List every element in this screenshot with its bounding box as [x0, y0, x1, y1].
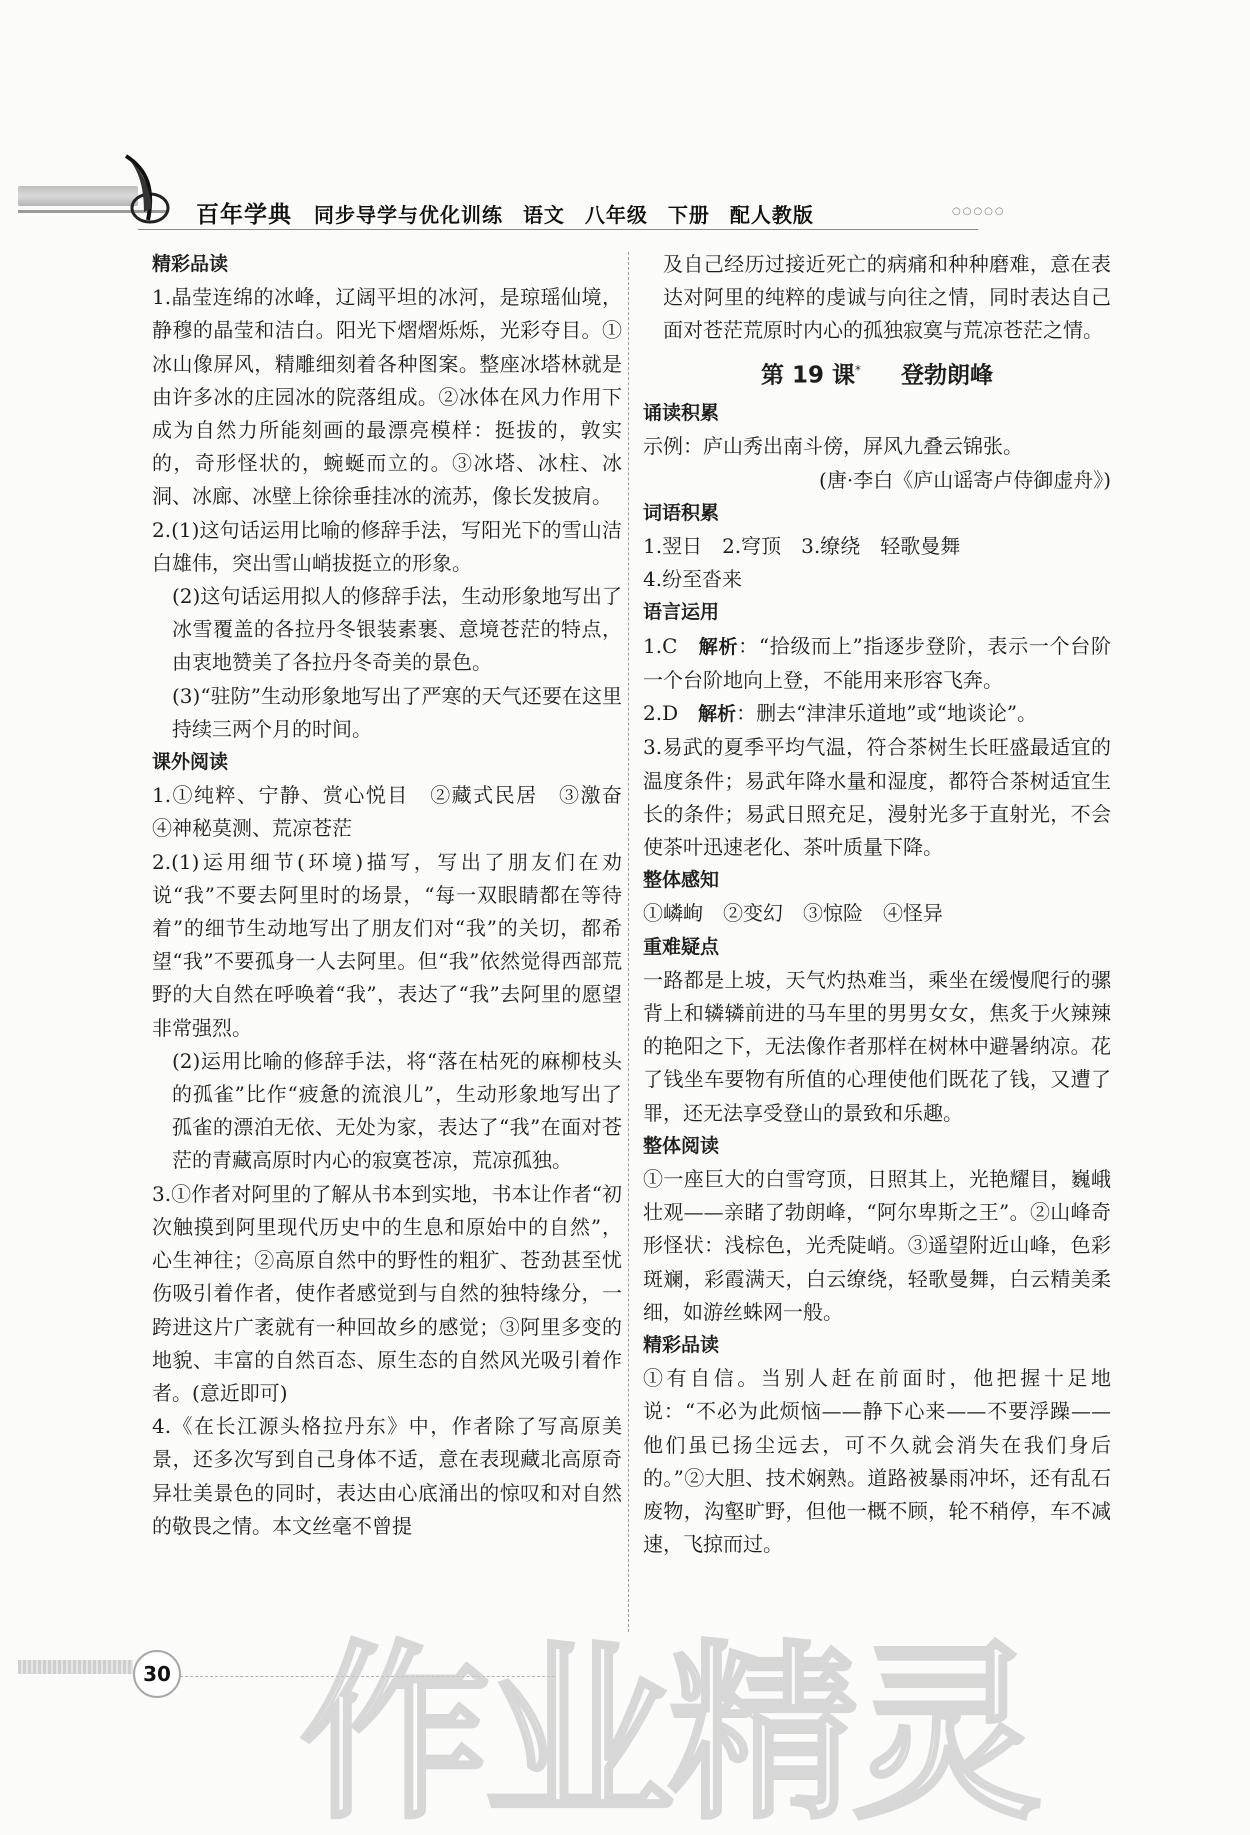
answer-paragraph [643, 697, 1111, 731]
answer-paragraph: 4.纷至沓来 [643, 567, 743, 592]
answer-paragraph: 2.(1)这句话运用比喻的修辞手法，写阳光下的雪山洁白雄伟，突出雪山峭拔挺立的形象。 [152, 517, 622, 575]
right-column [643, 248, 1111, 1561]
answer-choice: 2.D [643, 701, 699, 726]
header-volume: 下册 [667, 203, 710, 227]
watermark-logo [290, 1600, 1037, 1835]
left-column [152, 248, 642, 1543]
header-subject: 语文 [522, 203, 565, 227]
header-edition: 配人教版 [729, 203, 814, 227]
answer-paragraph: 4.《在长江源头格拉丹东》中，作者除了写高原美景，还多次写到自己身体不适，意在表现藏北高原奇异壮美景色的同时，表达由心底涌出的惊叹和对自然的敬畏之情。本文丝毫不曾提 [152, 1414, 622, 1538]
column-divider [628, 252, 629, 1632]
section-title: 重难疑点 [643, 935, 720, 958]
header-grade: 八年级 [584, 203, 648, 227]
answer-paragraph: ①嶙峋 ②变幻 ③惊险 ④怪异 [643, 901, 943, 926]
lesson-heading [643, 350, 1111, 396]
header-brand: 百年学典 [196, 202, 292, 228]
section-title: 精彩品读 [643, 1333, 720, 1356]
answer-paragraph: 3.①作者对阿里的了解从书本到实地，书本让作者“初次触摸到阿里现代历史中的生息和原始中的自然”，心生神往；②高原自然中的野性的粗犷、苍劲甚至忧伤吸引着作者，使作者感觉到与自然的独特缘分，一跨进这片广袤就有一种回故乡的感觉；③阿里多变的地貌、丰富的自然百态、原生态的自然风光吸引着作者。(意近即可) [152, 1181, 622, 1405]
answer-paragraph: 2.(1)运用细节(环境)描写，写出了朋友们在劝说“我”不要去阿里时的场景，“每一双眼睛都在等待着”的细节生动地写出了朋友们对“我”的关切，都希望“我”不要孤身一人去阿里。但“我”依然觉得西部荒野的大自然在呼唤着“我”，表达了“我”去阿里的愿望非常强烈。 [152, 849, 622, 1040]
section-title: 精彩品读 [152, 253, 229, 275]
footer-decor-bar [18, 1660, 133, 1674]
analysis-text: ：“拾级而上”指逐步登阶，表示一个台阶一个台阶地向上登，不能用来形容飞奔。 [643, 633, 1111, 692]
analysis-label: 解析 [698, 703, 737, 726]
header-series: 同步导学与优化训练 [313, 203, 503, 227]
header-dots: ○○○○○ [952, 206, 1006, 217]
page-number: 30 [133, 1650, 181, 1698]
analysis-text: ：删去“津津乐道地”或“地谈论”。 [736, 701, 1038, 726]
lesson-title: 登勃朗峰 [901, 362, 994, 389]
answer-paragraph: 3.易武的夏季平均气温，符合茶树生长旺盛最适宜的温度条件；易武年降水量和湿度，都符合茶树适宜生长的条件；易武日照充足，漫射光多于直射光，不会使茶叶迅速老化、茶叶质量下降。 [643, 735, 1111, 859]
answer-paragraph: (2)这句话运用拟人的修辞手法，生动形象地写出了冰雪覆盖的各拉丹冬银装素裹、意境苍茫的特点，由衷地赞美了各拉丹冬奇美的景色。 [172, 584, 622, 675]
answer-paragraph: 一路都是上坡，天气灼热难当，乘坐在缓慢爬行的骡背上和辚辚前进的马车里的男男女女，焦炙于火辣辣的艳阳之下，无法像作者那样在树林中避暑纳凉。花了钱坐车要物有所值的心理使他们既花了钱，又遭了罪，还无法享受登山的景致和乐趣。 [643, 967, 1111, 1125]
answer-paragraph: (3)“驻防”生动形象地写出了严寒的天气还要在这里持续三两个月的时间。 [172, 683, 622, 741]
section-title: 课外阅读 [152, 751, 229, 774]
answer-paragraph [643, 630, 1111, 697]
answer-paragraph: 及自己经历过接近死亡的病痛和种种磨难，意在表达对阿里的纯粹的虔诚与向往之情，同时表达自己面对苍茫荒原时内心的孤独寂寞与荒凉苍茫之情。 [663, 252, 1111, 343]
section-title: 整体感知 [643, 869, 720, 892]
section-title: 诵读积累 [643, 402, 720, 425]
poem-source: (唐·李白《庐山谣寄卢侍御虚舟》) [819, 467, 1111, 492]
svg-text:作业精灵: 作业精灵 [300, 1624, 1037, 1835]
section-title: 语言运用 [643, 601, 720, 624]
analysis-label: 解析 [698, 635, 739, 658]
answer-paragraph: 1.晶莹连绵的冰峰，辽阔平坦的冰河，是琼瑶仙境，静穆的晶莹和洁白。阳光下熠熠烁烁，光彩夺目。①冰山像屏风，精雕细刻着各种图案。整座冰塔林就是由许多冰的庄园冰的院落组成。②冰体在风力作用下成为自然力所能刻画的最漂亮模样：挺拔的，敦实的，奇形怪状的，蜿蜒而立的。③冰塔、冰柱、冰洞、冰廊、冰壁上徐徐垂挂冰的流苏，像长发披肩。 [152, 285, 622, 509]
header-rule [138, 229, 978, 230]
section-title: 词语积累 [643, 501, 720, 524]
answer-paragraph: (2)运用比喻的修辞手法，将“落在枯死的麻柳枝头的孤雀”比作“疲惫的流浪儿”，生动形象地写出了孤雀的漂泊无依、无处为家，表达了“我”在面对苍茫的青藏高原时内心的寂寞苍凉，荒凉孤独。 [172, 1048, 622, 1173]
feather-logo-icon [118, 150, 188, 228]
answer-paragraph: 1.翌日 2.穹顶 3.缭绕 轻歌曼舞 [643, 534, 961, 559]
lesson-mark: * [855, 362, 862, 377]
answer-paragraph: 示例：庐山秀出南斗傍，屏风九叠云锦张。 [643, 434, 1023, 459]
section-title: 整体阅读 [643, 1134, 720, 1157]
answer-paragraph: ①有自信。当别人赶在前面时，他把握十足地说：“不必为此烦恼——静下心来——不要浮躁——他们虽已扬尘远去，可不久就会消失在我们身后的。”②大胆、技术娴熟。道路被暴雨冲坏，还有乱石废物，沟壑旷野，但他一概不顾，轮不稍停，车不减速，飞掠而过。 [643, 1366, 1111, 1557]
answer-paragraph: 1.①纯粹、宁静、赏心悦目 ②藏式民居 ③激奋 ④神秘莫测、荒凉苍茫 [152, 783, 642, 841]
lesson-number: 第 19 课 [760, 362, 856, 389]
header-title [196, 196, 826, 229]
answer-paragraph: ①一座巨大的白雪穹顶，日照其上，光艳耀目，巍峨壮观——亲睹了勃朗峰，“阿尔卑斯之王”。②山峰奇形怪状：浅棕色，光秃陡峭。③遥望附近山峰，色彩斑斓，彩霞满天，白云缭绕，轻歌曼舞，白云精美柔细，如游丝蛛网一般。 [643, 1166, 1111, 1324]
answer-choice: 1.C [643, 633, 699, 658]
